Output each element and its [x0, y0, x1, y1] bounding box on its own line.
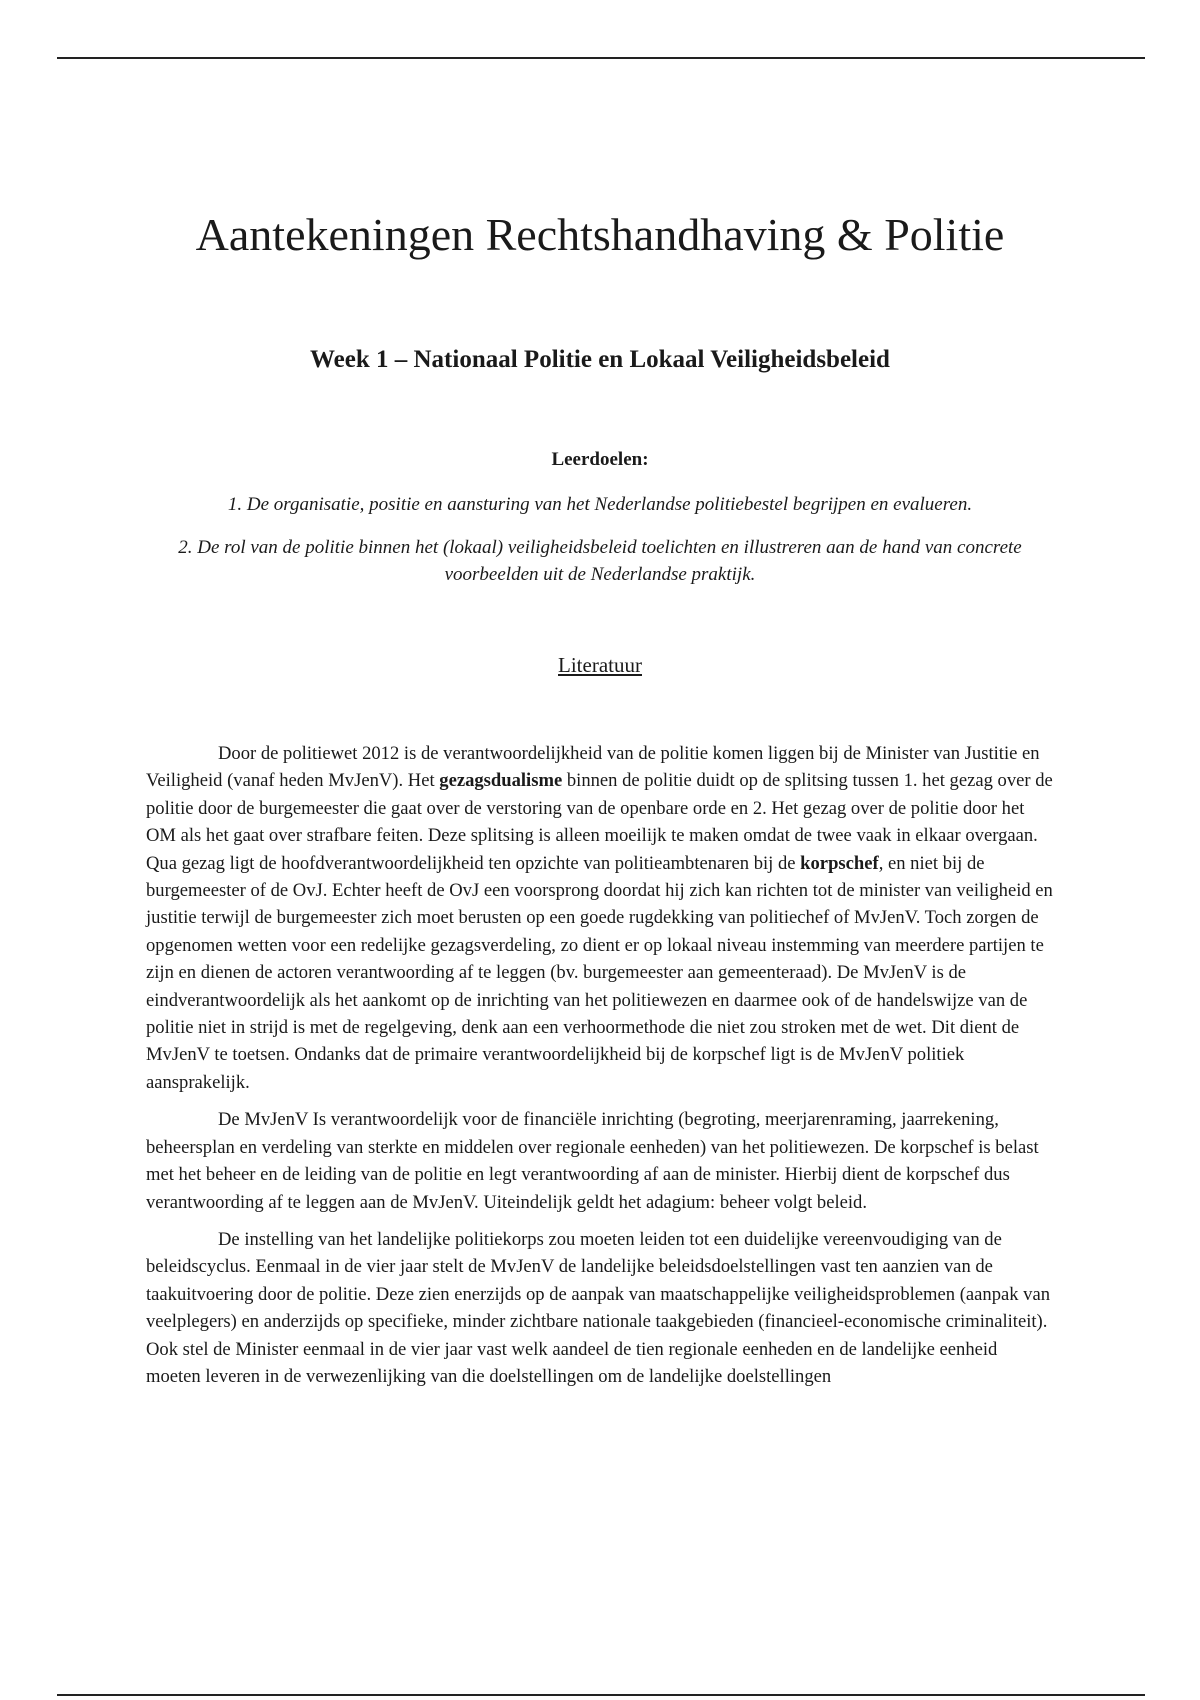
- learning-goals-label: Leerdoelen:: [551, 449, 649, 470]
- paragraph-text: , en niet bij de burgemeester of de OvJ. Echter heeft de OvJ een voorsprong doordat hij zich kan richten tot de minister van veiligheid en justitie terwijl de burgemeester zich moet berusten op een goede rugdekking van politiechef of MvJenV. Toch zorgen de opgenomen wetten voor een redelijke gezagsverdeling, zo dient er op lokaal niveau instemming van meerdere partijen te zijn en dienen de actoren verantwoording af te leggen (bv. burgemeester aan gemeenteraad). De MvJenV is de eindverantwoordelijk als het aankomt op de inrichting van het politiewezen en daarmee ook of de handelswijze van de politie niet in strijd is met de regelgeving, denk aan een verhoormethode die niet zou stroken met de wet. Dit dient de MvJenV te toetsen. Ondanks dat de primaire verantwoordelijkheid bij de korpschef ligt is de MvJenV politiek aansprakelijk.: [146, 852, 1053, 1093]
- literature-heading: Literatuur: [558, 653, 642, 677]
- bold-term: gezagsdualisme: [439, 770, 563, 792]
- bold-term: korpschef: [800, 852, 879, 874]
- document-title: Aantekeningen Rechtshandhaving & Politie: [195, 209, 1005, 260]
- paragraph: De instelling van het landelijke politiekorps zou moeten leiden tot een duidelijke vereenvoudiging van de beleidscyclus. Eenmaal in de vier jaar stelt de MvJenV de landelijke beleidsdoelstellingen vast ten aanzien van de taakuitvoering door de politie. Deze zien enerzijds op de aanpak van maatschappelijke veiligheidsproblemen (aanpak van veelplegers) en anderzijds op specifieke, minder zichtbare nationale taakgebieden (financieel-economische criminaliteit). Ook stel de Minister eenmaal in de vier jaar vast welk aandeel de tien regionale eenheden en de landelijke eenheid moeten leveren in de verwezenlijking van die doelstellingen om de landelijke doelstellingen: [146, 1228, 1051, 1387]
- learning-goal-item: 2. De rol van de politie binnen het (lokaal) veiligheidsbeleid toelichten en illustreren aan de hand van concrete voorbeelden uit de Nederlandse praktijk.: [178, 537, 1022, 585]
- week-heading: Week 1 – Nationaal Politie en Lokaal Veiligheidsbeleid: [310, 346, 890, 373]
- paragraph-text: Door de politiewet 2012 is de verantwoordelijkheid van de politie komen liggen bij de Minister van Justitie en Veiligheid (vanaf heden MvJenV). Het: [146, 743, 1040, 792]
- paragraph: [146, 740, 1056, 1096]
- bottom-rule: [57, 1694, 1145, 1696]
- learning-goal-item: 1. De organisatie, positie en aansturing van het Nederlandse politiebestel begrijpen en evalueren.: [227, 494, 973, 515]
- body-text: [146, 740, 1056, 1400]
- top-rule: [57, 57, 1145, 59]
- paragraph-text: binnen de politie duidt op de splitsing tussen 1. het gezag over de politie door de burgemeester die gaat over de verstoring van de openbare orde en 2. Het gezag over de politie door het OM als het gaat over strafbare feiten. Deze splitsing is alleen moeilijk te maken omdat de twee vaak in elkaar overgaan. Qua gezag ligt de hoofdverantwoordelijkheid ten opzichte van politieambtenaren bij de: [146, 770, 1053, 874]
- paragraph: De MvJenV Is verantwoordelijk voor de financiële inrichting (begroting, meerjarenraming, jaarrekening, beheersplan en verdeling van sterkte en middelen over regionale eenheden) van het politiewezen. De korpschef is belast met het beheer en de leiding van de politie en legt verantwoording af aan de minister. Hierbij dient de korpschef dus verantwoording af te leggen aan de MvJenV. Uiteindelijk geldt het adagium: beheer volgt beleid.: [146, 1109, 1039, 1213]
